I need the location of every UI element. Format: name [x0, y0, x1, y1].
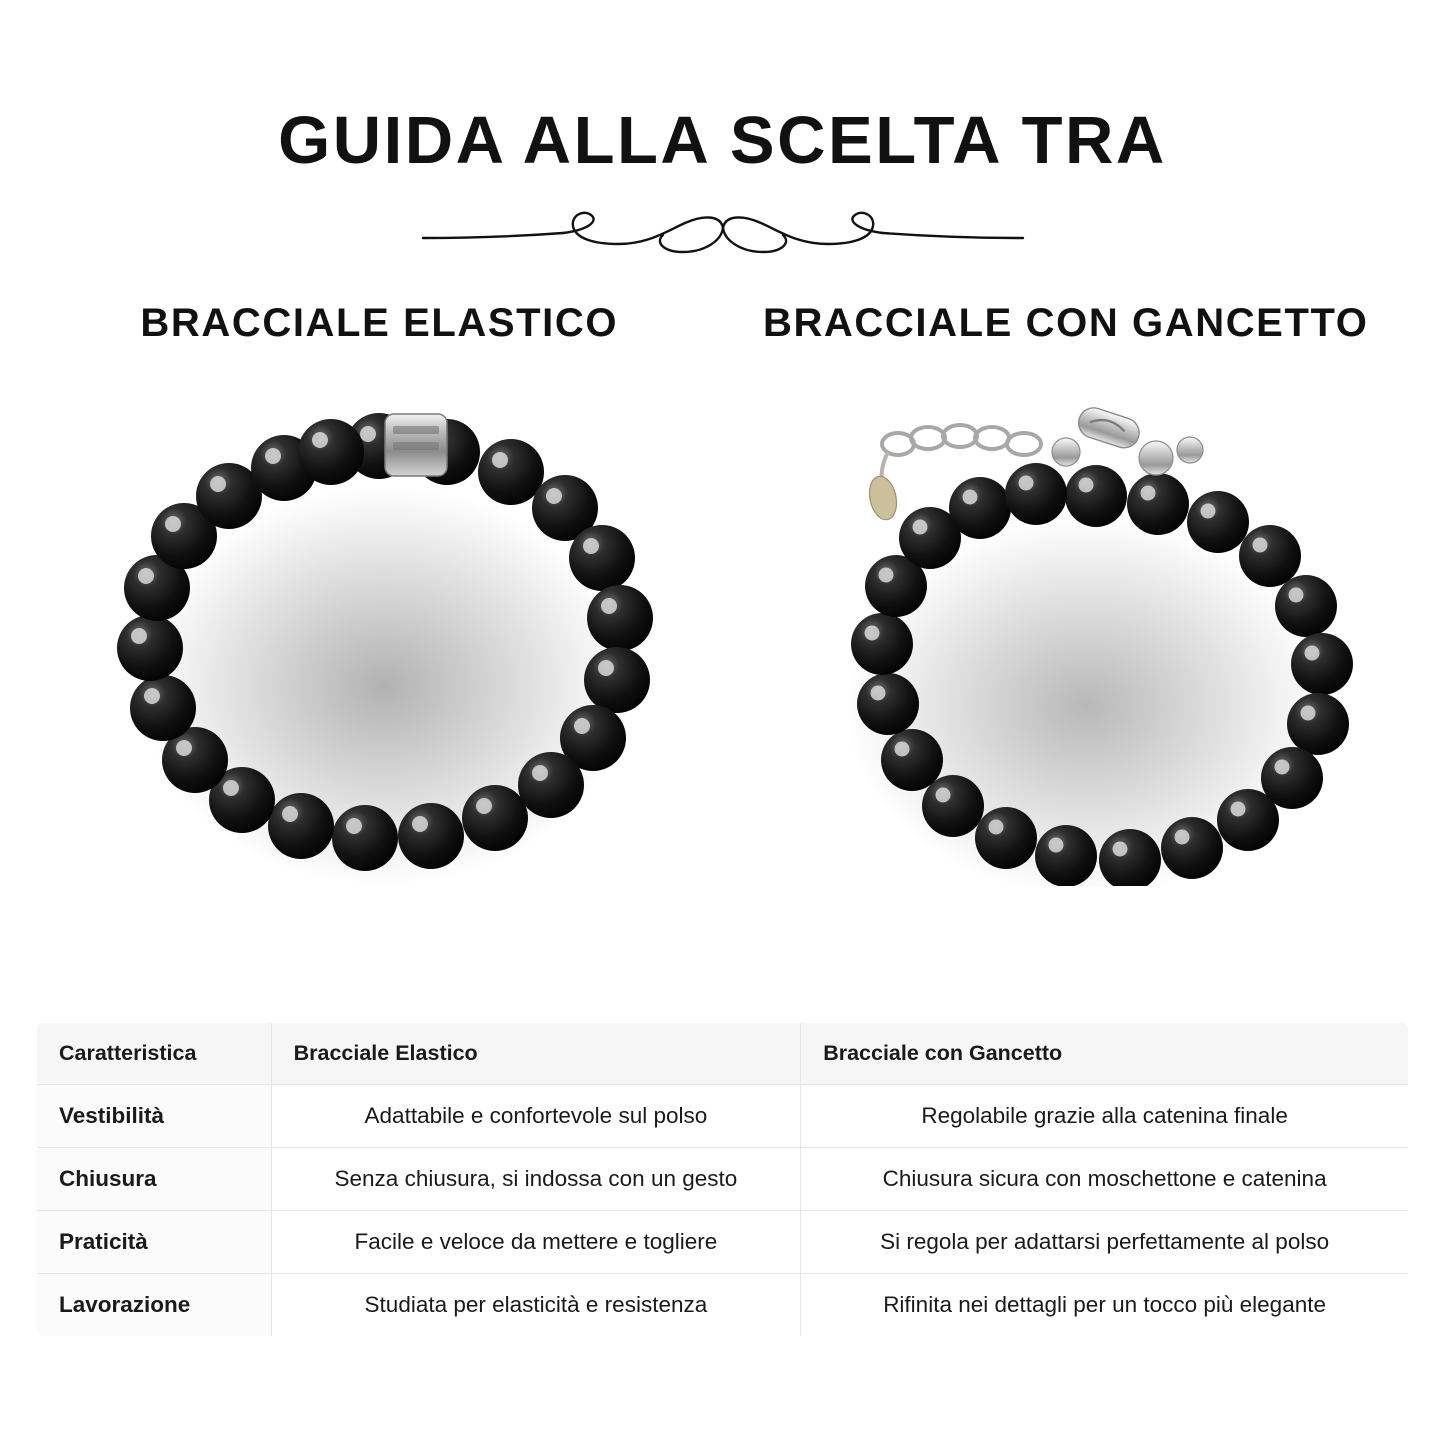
column-clasp — [723, 294, 1410, 886]
row-elastic-value: Facile e veloce da mettere e togliere — [271, 1211, 801, 1274]
comparison-columns — [36, 294, 1409, 886]
row-feature-label: Chiusura — [37, 1148, 272, 1211]
page-title: GUIDA ALLA SCELTA TRA — [278, 103, 1167, 178]
table-header-row — [37, 1023, 1409, 1085]
column-elastic — [36, 294, 723, 886]
elastic-bracelet-photo — [36, 386, 723, 886]
row-feature-label: Vestibilità — [37, 1084, 272, 1147]
row-clasp-value: Si regola per adattarsi perfettamente al polso — [801, 1211, 1409, 1274]
flourish-divider-icon — [413, 202, 1033, 272]
row-clasp-value: Regolabile grazie alla catenina finale — [801, 1084, 1409, 1147]
table-row — [37, 1148, 1409, 1211]
row-elastic-value: Senza chiusura, si indossa con un gesto — [271, 1148, 801, 1211]
row-elastic-value: Adattabile e confortevole sul polso — [271, 1084, 801, 1147]
column-elastic-title: BRACCIALE ELASTICO — [140, 300, 619, 345]
comparison-table — [36, 1022, 1409, 1337]
table-row — [37, 1274, 1409, 1337]
table-row — [37, 1084, 1409, 1147]
divider — [36, 202, 1409, 272]
table-header-elastic: Bracciale Elastico — [271, 1023, 801, 1085]
elastic-bracelet-logo-bead — [385, 414, 447, 476]
clasp-bracelet-photo — [723, 386, 1410, 886]
row-clasp-value: Rifinita nei dettagli per un tocco più elegante — [801, 1274, 1409, 1337]
table-row — [37, 1211, 1409, 1274]
row-clasp-value: Chiusura sicura con moschettone e catenina — [801, 1148, 1409, 1211]
comparison-table-wrap — [36, 1022, 1409, 1337]
table-header-feature: Caratteristica — [37, 1023, 272, 1085]
table-header-clasp: Bracciale con Gancetto — [801, 1023, 1409, 1085]
row-feature-label: Lavorazione — [37, 1274, 272, 1337]
row-elastic-value: Studiata per elasticità e resistenza — [271, 1274, 801, 1337]
column-clasp-title: BRACCIALE CON GANCETTO — [762, 300, 1369, 345]
row-feature-label: Praticità — [37, 1211, 272, 1274]
